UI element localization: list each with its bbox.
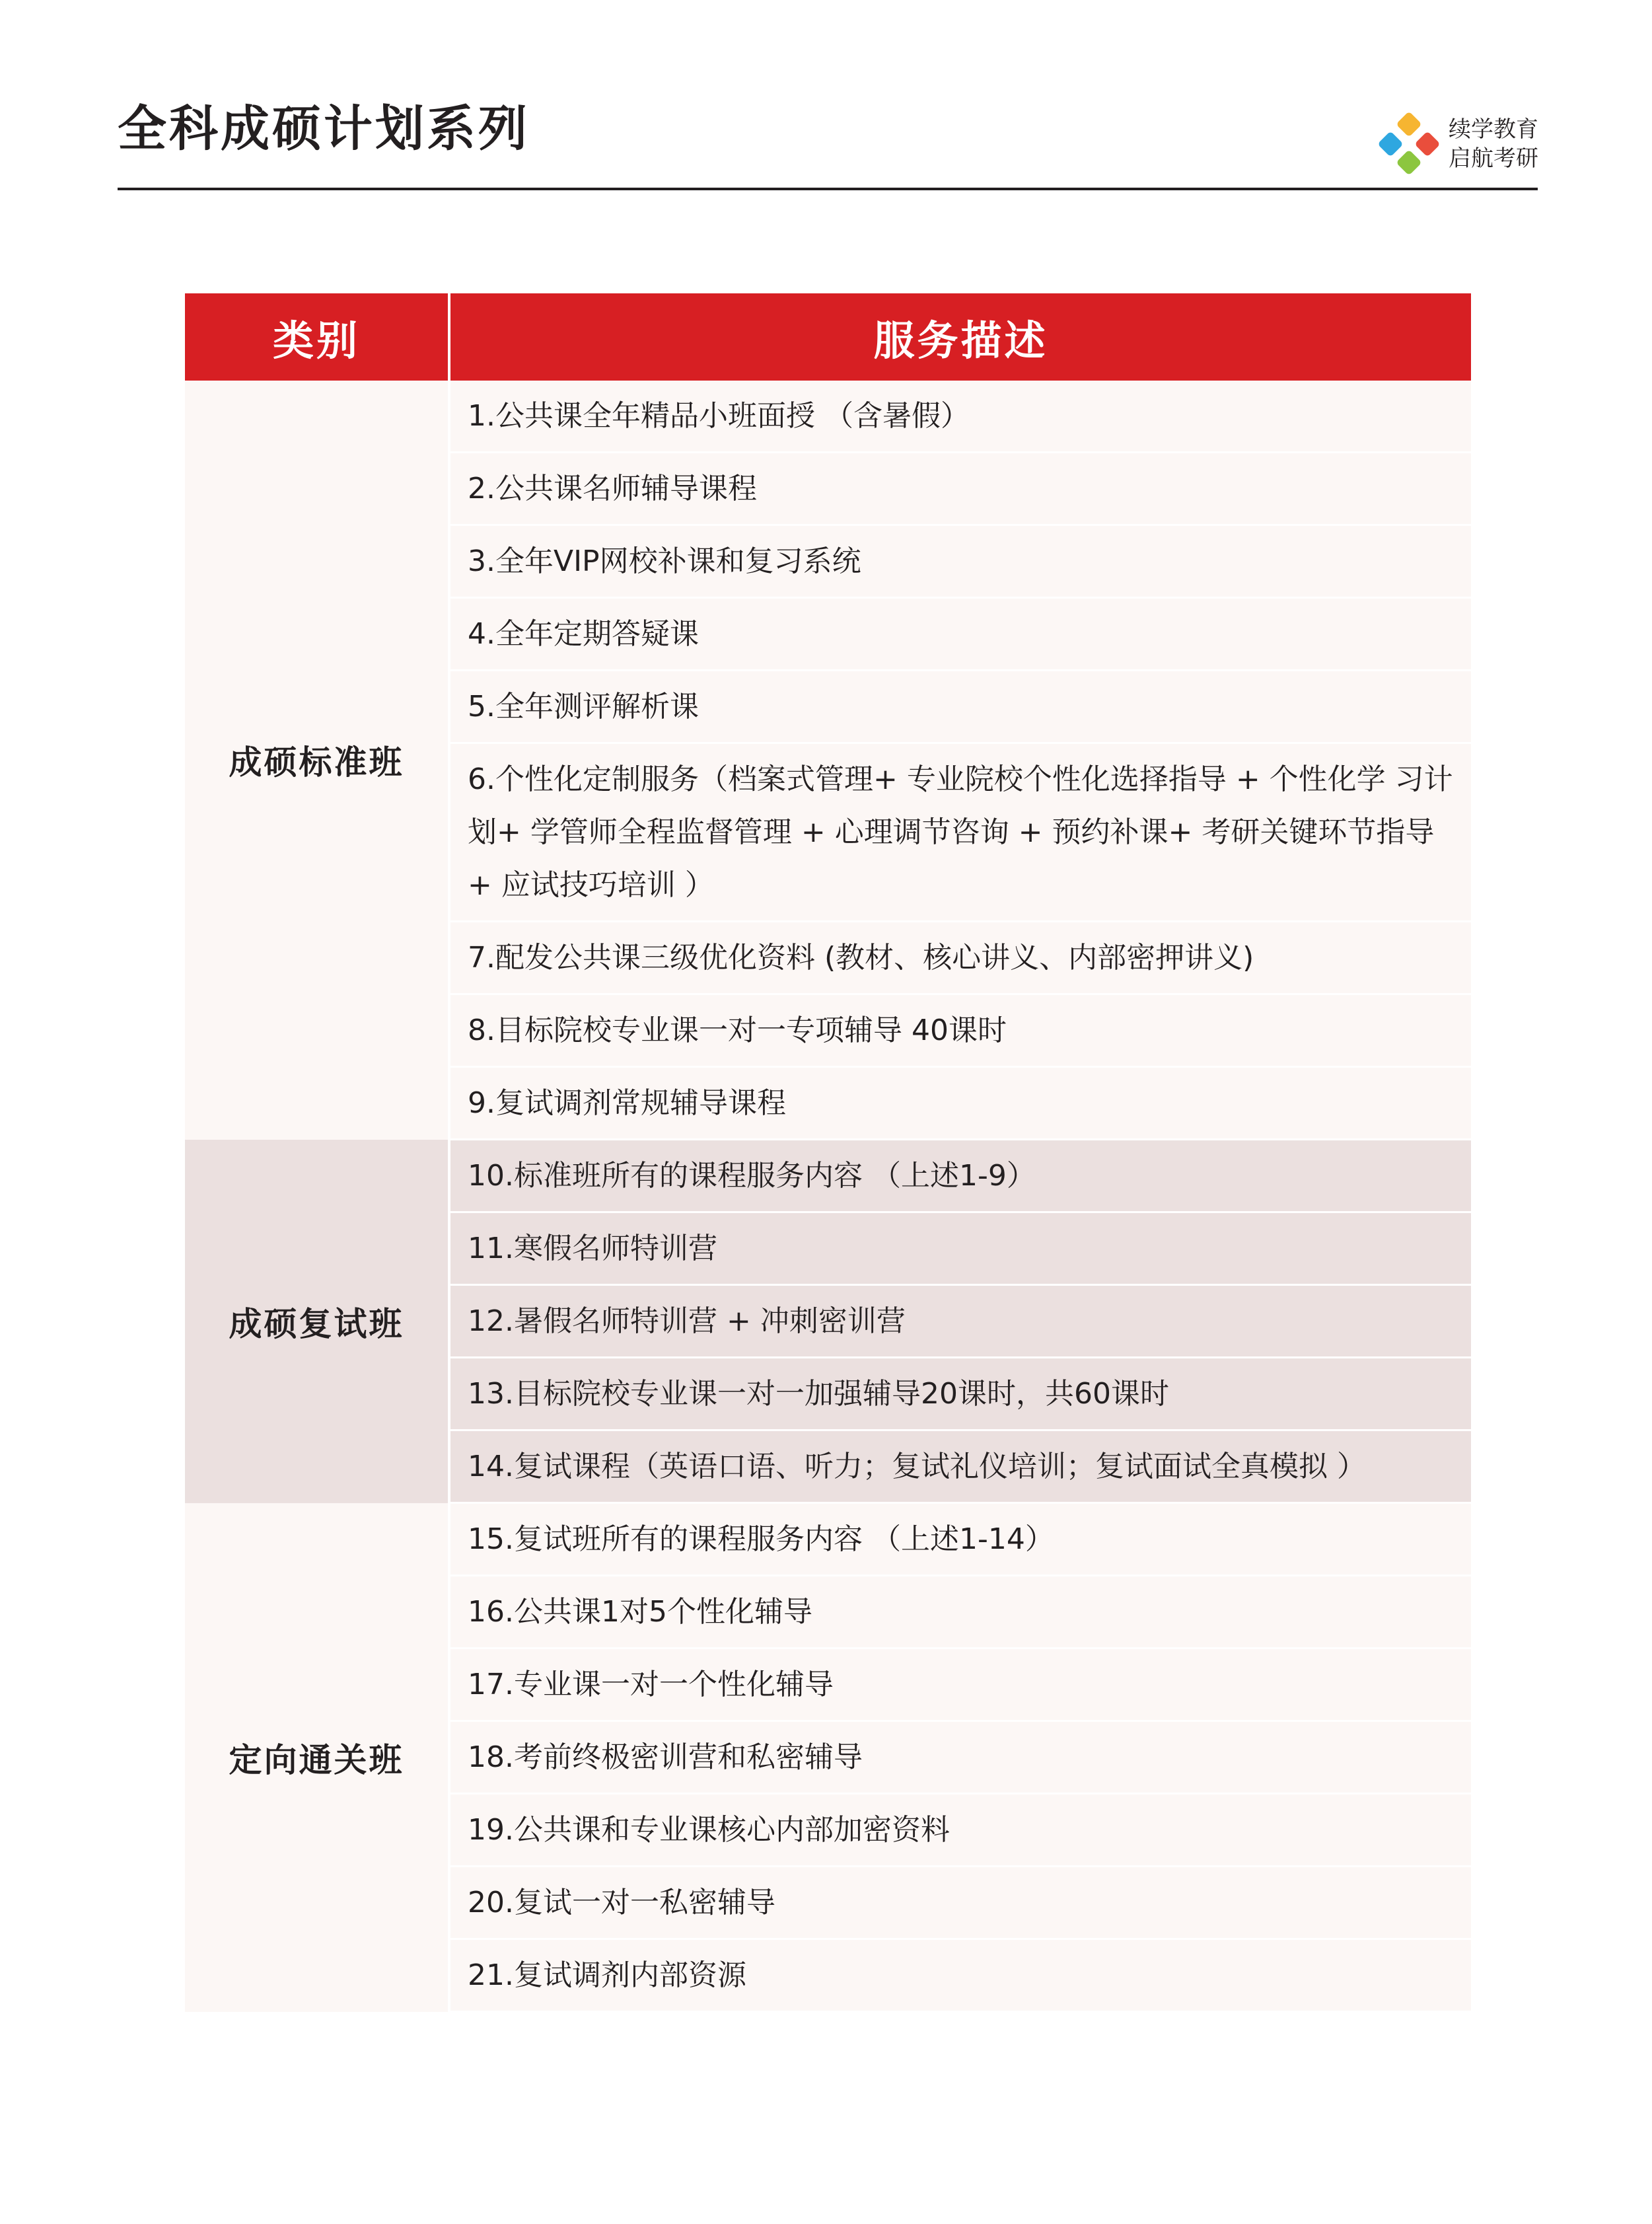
logo-petal-top: [1396, 112, 1422, 137]
service-item: 5.全年测评解析课: [449, 671, 1471, 743]
logo-petal-right: [1414, 131, 1441, 157]
category-cell: 定向通关班: [185, 1503, 449, 2012]
service-item: 20.复试一对一私密辅导: [449, 1867, 1471, 1939]
service-item: 13.目标院校专业课一对一加强辅导20课时，共60课时: [449, 1358, 1471, 1430]
service-item: 15.复试班所有的课程服务内容 （上述1-14）: [449, 1503, 1471, 1576]
logo-text-line2: 启航考研: [1449, 145, 1538, 172]
table-row: [185, 1140, 1471, 1212]
table-header-row: [185, 293, 1471, 381]
service-item: 11.寒假名师特训营: [449, 1212, 1471, 1285]
category-cell: 成硕复试班: [185, 1140, 449, 1503]
service-item: 8.目标院校专业课一对一专项辅导 40课时: [449, 994, 1471, 1067]
table-row: [185, 381, 1471, 453]
header-description: 服务描述: [449, 293, 1471, 381]
logo-text-line1: 续学教育: [1449, 116, 1538, 143]
header-divider: [118, 188, 1538, 190]
service-item: 19.公共课和专业课核心内部加密资料: [449, 1794, 1471, 1867]
logo-mark-icon: [1377, 112, 1441, 176]
service-item: 14.复试课程（英语口语、听力；复试礼仪培训；复试面试全真模拟 ）: [449, 1430, 1471, 1503]
service-item: 7.配发公共课三级优化资料 (教材、核心讲义、内部密押讲义): [449, 922, 1471, 994]
logo-petal-bottom: [1396, 149, 1422, 176]
service-table: [185, 293, 1471, 2013]
service-item: 12.暑假名师特训营 + 冲刺密训营: [449, 1285, 1471, 1358]
header-category: 类别: [185, 293, 449, 381]
service-item: 4.全年定期答疑课: [449, 598, 1471, 671]
service-item: 10.标准班所有的课程服务内容 （上述1-9）: [449, 1140, 1471, 1212]
service-item: 9.复试调剂常规辅导课程: [449, 1067, 1471, 1140]
service-item: 3.全年VIP网校补课和复习系统: [449, 525, 1471, 598]
brand-logo: [1377, 110, 1542, 176]
logo-text: [1449, 115, 1538, 173]
service-item: 17.专业课一对一个性化辅导: [449, 1649, 1471, 1721]
service-item: 16.公共课1对5个性化辅导: [449, 1576, 1471, 1649]
logo-petal-left: [1377, 131, 1404, 157]
service-item: 6.个性化定制服务（档案式管理+ 专业院校个性化选择指导 + 个性化学 习计划+ 学管师全程监督管理 + 心理调节咨询 + 预约补课+ 考研关键环节指导 + 应试技巧培训 ）: [449, 743, 1471, 922]
service-item: 21.复试调剂内部资源: [449, 1939, 1471, 2012]
category-cell: 成硕标准班: [185, 381, 449, 1140]
service-item: 18.考前终极密训营和私密辅导: [449, 1721, 1471, 1794]
service-item: 2.公共课名师辅导课程: [449, 453, 1471, 525]
table-row: [185, 1503, 1471, 1576]
page-title: 全科成硕计划系列: [118, 100, 530, 157]
service-item: 1.公共课全年精品小班面授 （含暑假）: [449, 381, 1471, 453]
